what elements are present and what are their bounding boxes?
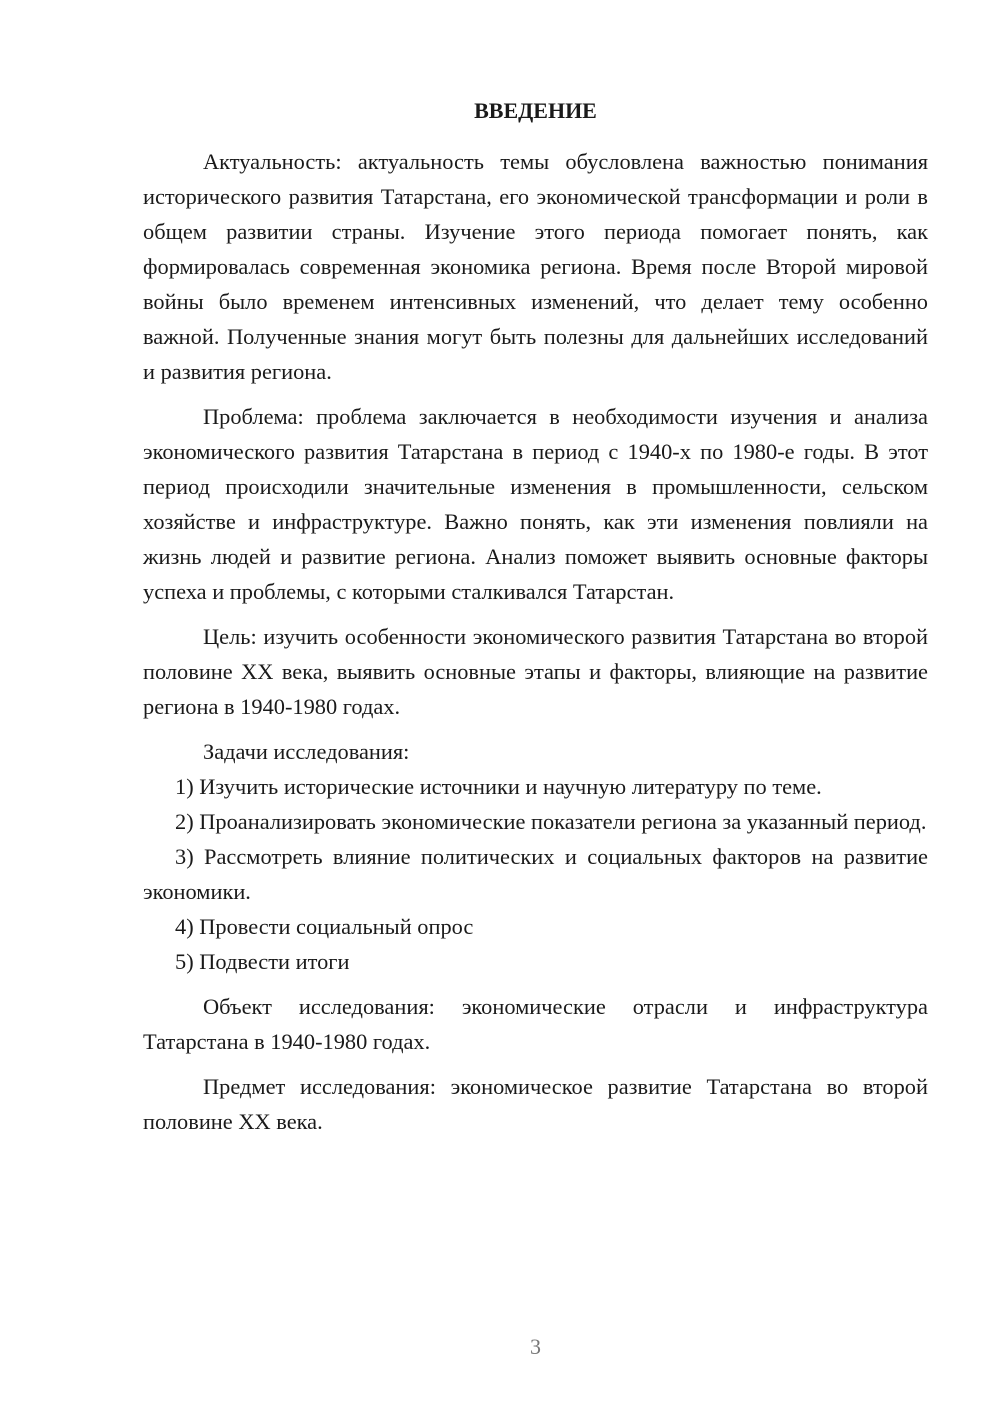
problem-paragraph: Проблема: проблема заключается в необходимости изучения и анализа экономического развития Татарстана в период с 1940-х по 1980-е годы. В этот период происходили значительные изменения в промышленности, сельском хозяйстве и инфраструктуре. Важно понять, как эти изменения повлияли на жизнь людей и развитие региона. Анализ поможет выявить основные факторы успеха и проблемы, с которыми сталкивался Татарстан. — [143, 404, 928, 604]
document-body — [143, 144, 928, 1139]
task-item: 5) Подвести итоги — [175, 949, 350, 974]
task-item: 1) Изучить исторические источники и научную литературу по теме. — [175, 774, 822, 799]
relevance-paragraph: Актуальность: актуальность темы обусловлена важностью понимания исторического развития Татарстана, его экономической трансформации и роли в общем развитии страны. Изучение этого периода помогает понять, как формировалась современная экономика региона. Время после Второй мировой войны было временем интенсивных изменений, что делает тему особенно важной. Полученные знания могут быть полезны для дальнейших исследований и развития региона. — [143, 149, 928, 384]
goal-paragraph: Цель: изучить особенности экономического развития Татарстана во второй половине XX века, выявить основные этапы и факторы, влияющие на развитие региона в 1940-1980 годах. — [143, 624, 928, 719]
task-item: 2) Проанализировать экономические показатели региона за указанный период. — [175, 809, 927, 834]
page-number: 3 — [530, 1334, 541, 1359]
subject-paragraph: Предмет исследования: экономическое развитие Татарстана во второй половине XX века. — [143, 1074, 928, 1134]
document-page — [143, 0, 928, 1414]
document-title: ВВЕДЕНИЕ — [474, 98, 597, 123]
task-item: 3) Рассмотреть влияние политических и социальных факторов на развитие экономики. — [143, 844, 928, 904]
tasks-heading: Задачи исследования: — [203, 739, 410, 764]
task-item: 4) Провести социальный опрос — [175, 914, 474, 939]
object-paragraph: Объект исследования: экономические отрасли и инфраструктура Татарстана в 1940-1980 годах. — [143, 994, 928, 1054]
